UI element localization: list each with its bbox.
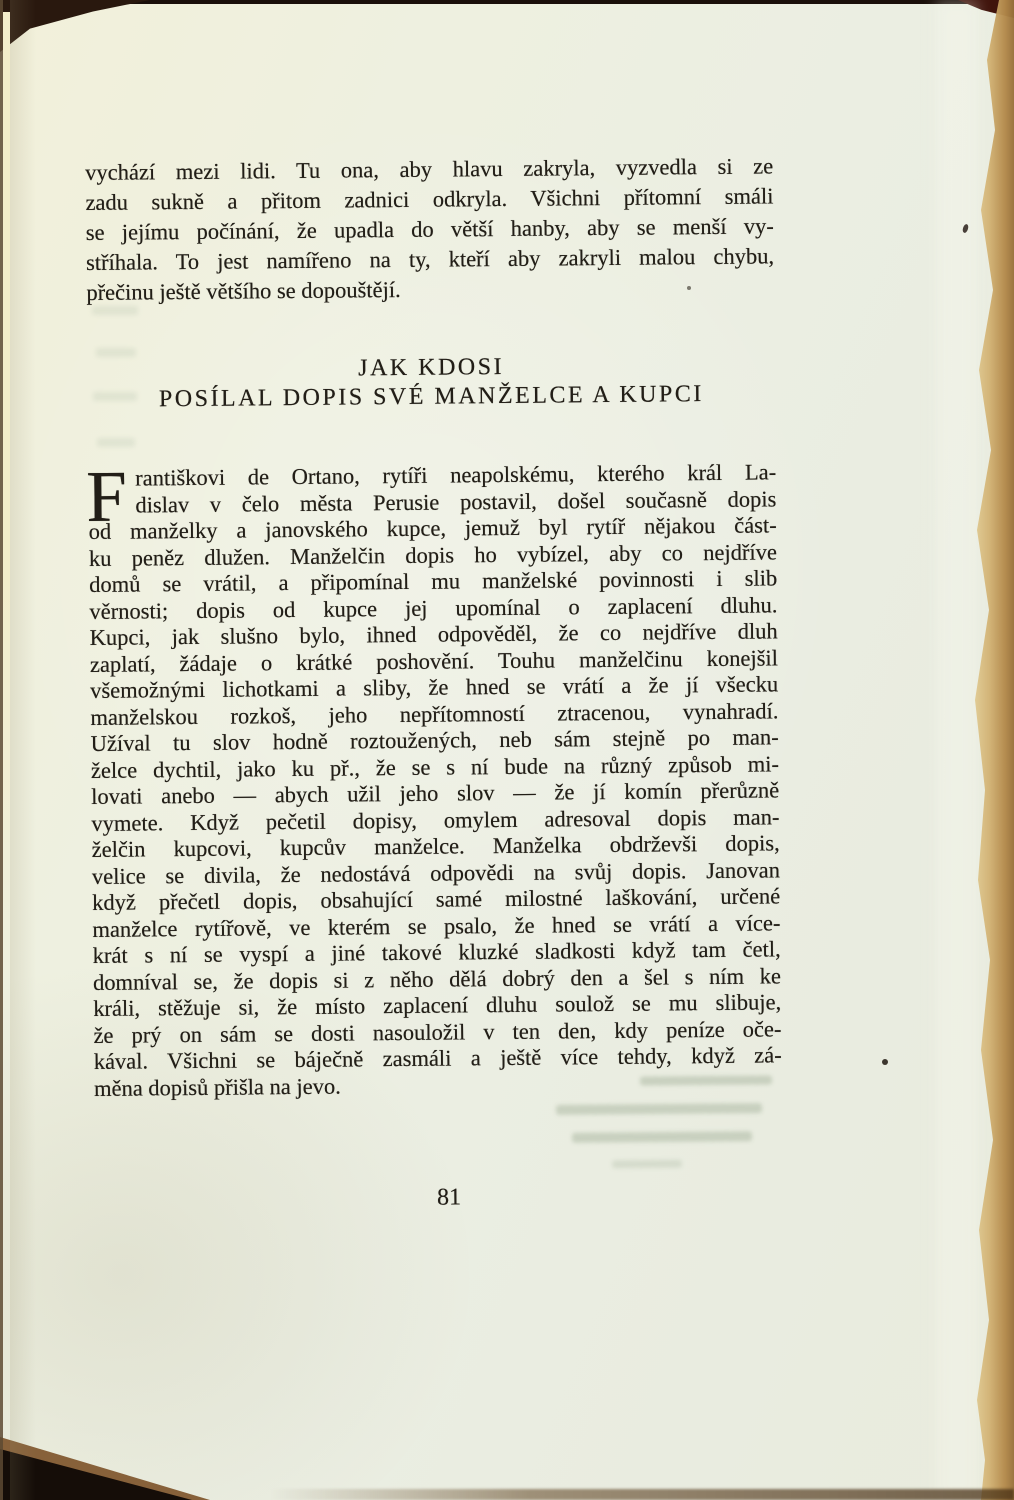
page-left-inner-shadow	[10, 0, 36, 1500]
text-layer	[85, 143, 784, 1350]
intro-paragraph: vychází mezi lidi. Tu ona, aby hlavu zakryla, vyzvedla si ze zadu sukně a přitom zadnici odkryla. Všichni přítomní smáli se jejímu počínání, že upadla do větší hanby, aby se menší vy- stříhala. To jest namířeno na ty, kteří aby zakryli malou chybu, přečinu ještě většího se dopouštějí.	[85, 153, 775, 305]
page-number: 81	[436, 1184, 462, 1211]
page-curl-sheen	[936, 0, 978, 1500]
body-paragraph: F rantiškovi de Ortano, rytíři neapolskému, kterého král La- dislav v čelo města Perusie postavil, došel současně dopis od manželky a janovského kupce, jemuž byl rytíř nějakou část- ku peněz dlužen. Manželčin dopis ho vybízel, aby co nejdříve domů se vrátil, a připomínal mu manželské povinnosti i slib věrnosti; dopis od kupce jej upomínal o zaplacení dluhu. Kupci, jak slušno bylo, ihned odpověděl, že co nejdříve dluh zaplatí, žádaje o krátké poshovění. Touhu manželčinu konejšil všemožnými lichotkami a sliby, že hned se vrátí a že jí všecku manželskou rozkoš, jeho nepřítomností ztracenou, vynahradí. Užíval tu slov hodně roztoužených, neb sám stejně po man- želce dychtil, jako ku př., že se s ní bude na různý způsob mi- lovati anebo — abych užil jeho slov — že jí komín přerůzně vymete. Když pečetil dopisy, omylem adresoval dopis man- želčin kupcovi, kupcův manželce. Manželka obdrževši dopis, velice se divila, že nedostává odpovědi na svůj dopis. Janovan když přečetl dopis, obsahující samé milostné laškování, určené manželce rytířově, ve kterém se psalo, že hned se vrátí a více- krát s ní se vyspí a jiné takové kluzké sladkosti když tam četl, domníval se, že dopis si z něho dělá dobrý den a šel s ním ke králi, stěžuje si, že místo zaplacení dluhu soulož se mu slibuje, že prý on sám se dosti nasouložil v ten den, kdy peníze oče- kával. Všichni se báječně zasmáli a ještě více tehdy, když zá- měna dopisů přišla na jevo.	[85, 455, 782, 1101]
binding-top-edge	[0, 0, 1014, 4]
page-left-edge-light	[3, 12, 10, 992]
bottom-edge-shadow	[270, 1489, 1014, 1500]
ink-speck	[882, 1059, 888, 1065]
chapter-heading: JAK KDOSI POSÍLAL DOPIS SVÉ MANŽELCE A KUPCI	[158, 353, 704, 413]
drop-cap: F	[85, 455, 128, 538]
